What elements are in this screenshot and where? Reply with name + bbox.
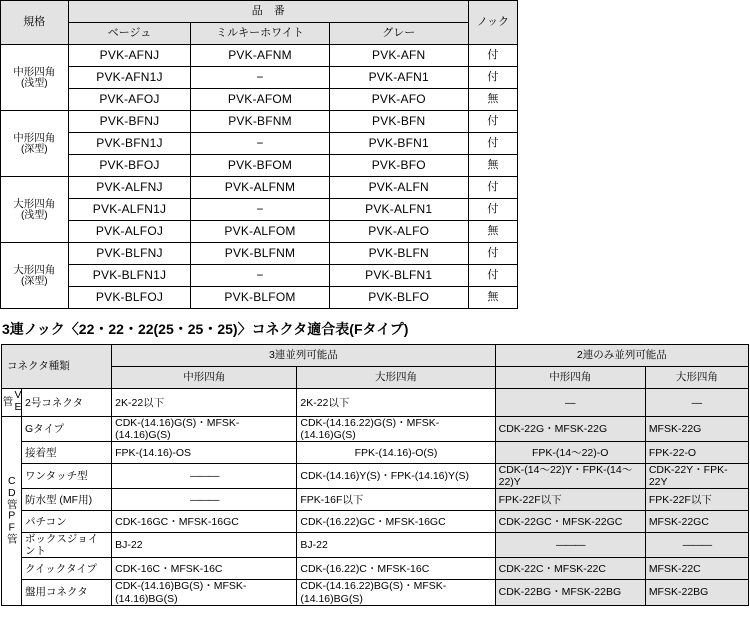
cell-kind: パチコン	[22, 511, 112, 533]
header-color-milky-white: ミルキーホワイト	[191, 23, 329, 45]
header-2-mid-square: 中形四角	[495, 367, 645, 389]
header-connector-kind-label: コネクタ種類	[7, 360, 70, 373]
cell-large2: FPK-22F以下	[645, 489, 748, 511]
cell-knock: 付	[468, 133, 517, 155]
table-row	[2, 580, 749, 605]
cell-milky: PVK-BLFOM	[191, 287, 329, 309]
group-label-sub: (深型)	[20, 143, 48, 155]
cell-beige: PVK-BLFN1J	[68, 265, 191, 287]
cell-gray: PVK-BFO	[329, 155, 468, 177]
cell-kind: 防水型 (MF用)	[22, 489, 112, 511]
cell-mid2: CDK-22BG・MFSK-22BG	[495, 580, 645, 605]
cell-large2: CDK-22Y・FPK-22Y	[645, 464, 748, 489]
cell-large3: CDK-(16.22)C・MFSK-16C	[297, 558, 495, 580]
cell-beige: PVK-ALFOJ	[68, 221, 191, 243]
side-label-cd-pf-text: CD管PF管	[5, 474, 18, 544]
table-row	[1, 111, 518, 133]
table-row	[2, 464, 749, 489]
table-row	[2, 389, 749, 417]
cell-mid3: FPK-(14.16)-OS	[112, 442, 297, 464]
table-header-row	[1, 1, 518, 23]
cell-large2: FPK-22-O	[645, 442, 748, 464]
group-label-name: 中形四角	[13, 131, 56, 144]
cell-milky: −	[191, 265, 329, 287]
cell-beige: PVK-BFOJ	[68, 155, 191, 177]
cell-mid3: BJ-22	[112, 533, 297, 558]
cell-gray: PVK-AFO	[329, 89, 468, 111]
cell-gray: PVK-BFN1	[329, 133, 468, 155]
cell-beige: PVK-ALFNJ	[68, 177, 191, 199]
header-knock: ノック	[468, 1, 517, 45]
side-label-ve	[2, 389, 22, 417]
cell-large3: CDK-(16.22)GC・MFSK-16GC	[297, 511, 495, 533]
cell-mid3: 2K-22以下	[112, 389, 297, 417]
cell-gray: PVK-AFN	[329, 45, 468, 67]
table-header-row	[2, 345, 749, 367]
group-label-sub: (浅型)	[20, 209, 48, 221]
header-spec: 規格	[1, 1, 69, 45]
cell-beige: PVK-AFNJ	[68, 45, 191, 67]
cell-large2: MFSK-22GC	[645, 511, 748, 533]
header-group-2-parallel: 2連のみ並列可能品	[495, 345, 748, 367]
cell-milky: −	[191, 199, 329, 221]
connector-compatibility-table	[1, 344, 749, 606]
cell-mid2: —	[495, 389, 645, 417]
cell-knock: 無	[468, 89, 517, 111]
cell-gray: PVK-ALFO	[329, 221, 468, 243]
cell-kind: 2号コネクタ	[22, 389, 112, 417]
group-label	[1, 111, 69, 177]
cell-knock: 付	[468, 199, 517, 221]
cell-large3: FPK-(14.16)-O(S)	[297, 442, 495, 464]
cell-knock: 付	[468, 67, 517, 89]
product-number-table	[0, 0, 518, 309]
header-product-no: 品 番	[68, 1, 468, 23]
table-row	[2, 511, 749, 533]
header-3-large-square: 大形四角	[297, 367, 495, 389]
cell-beige: PVK-ALFN1J	[68, 199, 191, 221]
cell-milky: PVK-BLFNM	[191, 243, 329, 265]
table-row	[1, 67, 518, 89]
group-label-name: 大形四角	[13, 263, 56, 276]
group-label-sub: (浅型)	[20, 77, 48, 89]
table-row	[1, 133, 518, 155]
cell-mid2: CDK-(14〜22)Y・FPK-(14〜22)Y	[495, 464, 645, 489]
group-label	[1, 243, 69, 309]
table-row	[1, 89, 518, 111]
cell-milky: PVK-ALFOM	[191, 221, 329, 243]
header-3-mid-square: 中形四角	[112, 367, 297, 389]
cell-gray: PVK-AFN1	[329, 67, 468, 89]
cell-mid2: ———	[495, 533, 645, 558]
cell-gray: PVK-ALFN1	[329, 199, 468, 221]
cell-large2: —	[645, 389, 748, 417]
cell-mid3: CDK-(14.16)BG(S)・MFSK-(14.16)BG(S)	[112, 580, 297, 605]
cell-milky: PVK-BFOM	[191, 155, 329, 177]
header-group-3-parallel: 3連並列可能品	[112, 345, 495, 367]
cell-large3: BJ-22	[297, 533, 495, 558]
cell-large3: CDK-(14.16.22)BG(S)・MFSK-(14.16)BG(S)	[297, 580, 495, 605]
table-row	[2, 533, 749, 558]
cell-milky: PVK-AFOM	[191, 89, 329, 111]
cell-mid3: ———	[112, 464, 297, 489]
table-subheader-row	[2, 367, 749, 389]
cell-mid3: CDK-(14.16)G(S)・MFSK-(14.16)G(S)	[112, 417, 297, 442]
cell-milky: −	[191, 67, 329, 89]
cell-large3: FPK-16F以下	[297, 489, 495, 511]
cell-large2: ———	[645, 533, 748, 558]
cell-beige: PVK-AFN1J	[68, 67, 191, 89]
cell-large2: MFSK-22C	[645, 558, 748, 580]
cell-kind: クイックタイプ	[22, 558, 112, 580]
cell-gray: PVK-BLFO	[329, 287, 468, 309]
cell-beige: PVK-BFN1J	[68, 133, 191, 155]
cell-mid2: FPK-(14〜22)-O	[495, 442, 645, 464]
table-row	[2, 558, 749, 580]
table-row	[1, 221, 518, 243]
cell-beige: PVK-BLFOJ	[68, 287, 191, 309]
group-label-sub: (深型)	[20, 275, 48, 287]
group-label	[1, 45, 69, 111]
cell-mid2: CDK-22GC・MFSK-22GC	[495, 511, 645, 533]
cell-kind: Gタイプ	[22, 417, 112, 442]
cell-milky: PVK-BFNM	[191, 111, 329, 133]
cell-kind: 盤用コネクタ	[22, 580, 112, 605]
table-row	[1, 243, 518, 265]
cell-knock: 無	[468, 221, 517, 243]
cell-mid3: ———	[112, 489, 297, 511]
cell-mid2: CDK-22G・MFSK-22G	[495, 417, 645, 442]
cell-kind: 接着型	[22, 442, 112, 464]
cell-beige: PVK-BLFNJ	[68, 243, 191, 265]
group-label	[1, 177, 69, 243]
cell-kind: ワンタッチ型	[22, 464, 112, 489]
cell-large3: 2K-22以下	[297, 389, 495, 417]
cell-mid2: CDK-22C・MFSK-22C	[495, 558, 645, 580]
cell-milky: PVK-ALFNM	[191, 177, 329, 199]
section-heading: 3連ノック〈22・22・22(25・25・25)〉コネクタ適合表(Fタイプ)	[2, 321, 409, 337]
table-row	[1, 45, 518, 67]
side-label-ve-text: VE管	[1, 389, 24, 413]
group-label-name: 大形四角	[13, 197, 56, 210]
side-label-cd-pf	[2, 417, 22, 606]
group-label-name: 中形四角	[13, 65, 56, 78]
table-row	[1, 177, 518, 199]
cell-knock: 無	[468, 287, 517, 309]
header-2-large-square: 大形四角	[645, 367, 748, 389]
table-row	[2, 489, 749, 511]
cell-knock: 付	[468, 177, 517, 199]
cell-gray: PVK-BFN	[329, 111, 468, 133]
cell-large3: CDK-(14.16)Y(S)・FPK-(14.16)Y(S)	[297, 464, 495, 489]
table-row	[2, 417, 749, 442]
table-row	[2, 442, 749, 464]
header-color-gray: グレー	[329, 23, 468, 45]
cell-beige: PVK-AFOJ	[68, 89, 191, 111]
cell-kind: ボックスジョイント	[22, 533, 112, 558]
table-row	[1, 155, 518, 177]
cell-knock: 付	[468, 243, 517, 265]
table-row	[1, 199, 518, 221]
cell-milky: −	[191, 133, 329, 155]
cell-mid3: CDK-16GC・MFSK-16GC	[112, 511, 297, 533]
cell-mid3: CDK-16C・MFSK-16C	[112, 558, 297, 580]
cell-gray: PVK-BLFN	[329, 243, 468, 265]
table-subheader-row	[1, 23, 518, 45]
cell-large3: CDK-(14.16.22)G(S)・MFSK-(14.16)G(S)	[297, 417, 495, 442]
cell-gray: PVK-ALFN	[329, 177, 468, 199]
table-row	[1, 265, 518, 287]
cell-knock: 付	[468, 265, 517, 287]
header-color-beige: ベージュ	[68, 23, 191, 45]
cell-large2: MFSK-22G	[645, 417, 748, 442]
cell-beige: PVK-BFNJ	[68, 111, 191, 133]
table-row	[1, 287, 518, 309]
header-connector-kind	[2, 345, 112, 389]
cell-knock: 付	[468, 45, 517, 67]
cell-knock: 無	[468, 155, 517, 177]
cell-milky: PVK-AFNM	[191, 45, 329, 67]
cell-knock: 付	[468, 111, 517, 133]
cell-mid2: FPK-22F以下	[495, 489, 645, 511]
cell-large2: MFSK-22BG	[645, 580, 748, 605]
cell-gray: PVK-BLFN1	[329, 265, 468, 287]
